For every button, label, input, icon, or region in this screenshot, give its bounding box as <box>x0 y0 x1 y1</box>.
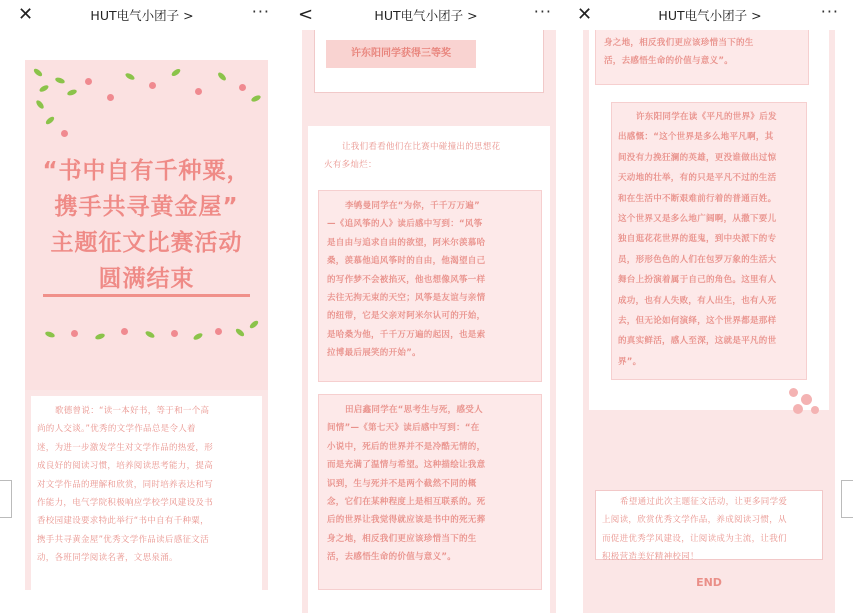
quote-line: 小说中，死后的世界并不是冷酷无情的， <box>327 441 486 452</box>
quote-line: 成功，也有人失败，有人出生，也有人死 <box>618 295 777 306</box>
flower-decoration <box>121 328 128 335</box>
closing-line: 而促进优秀学风建设，让阅读成为主流，让我们 <box>602 533 787 544</box>
right-edge-tab[interactable] <box>841 480 853 518</box>
top-bar <box>286 0 566 30</box>
closing-box <box>595 490 823 563</box>
quote-line: 是自由与追求自由的欲望，阿米尔羡慕哈 <box>327 237 486 248</box>
account-title[interactable]: HUT电气小团子 > <box>658 8 762 23</box>
intro-line: 迷，为进一步激发学生对文学作品的热爱，形 <box>37 442 214 453</box>
quote-line: 后的世界让我觉得就应该是书中的死无葬 <box>327 515 486 526</box>
more-icon[interactable]: ··· <box>533 2 552 21</box>
closing-line: 积极营造美好精神校园！ <box>602 552 699 563</box>
quote-line: 活，去感悟生命的价值与意义”。 <box>327 552 457 563</box>
intro-line: 成良好的阅读习惯，培养阅读思考能力，提高 <box>37 461 214 472</box>
content-section <box>302 120 556 613</box>
content-section <box>583 30 835 613</box>
quote-text <box>327 401 535 567</box>
end-label: END <box>696 576 722 589</box>
quote-line: 识到，生与死并不是两个截然不同的概 <box>327 478 477 489</box>
flower-decoration <box>801 394 812 405</box>
intro-line: 动，各班同学阅读名著，文思泉涌。 <box>37 553 178 564</box>
headline-line-4: 圆满结束 <box>98 266 195 292</box>
flower-decoration-cluster <box>783 384 827 424</box>
leaf-decoration <box>94 332 105 340</box>
flower-decoration <box>811 406 819 414</box>
flower-decoration <box>61 130 68 137</box>
quote-text <box>618 107 804 372</box>
account-title[interactable]: HUT电气小团子 > <box>374 8 478 23</box>
quote-line: 活，去感悟生命的价值与意义”。 <box>604 56 734 67</box>
article-panel-1 <box>0 0 284 613</box>
quote-line: 间没有力挽狂澜的英雄，更没谁做出过惊 <box>618 152 777 163</box>
leaf-decoration <box>45 115 56 125</box>
quote-card-2 <box>318 394 542 590</box>
headline-line-2: 携手共寻黄金屋” <box>54 194 239 220</box>
award-label: 许东阳同学获得三等奖 <box>326 40 476 68</box>
quote-card-3 <box>611 102 807 380</box>
lead-line: 让我们看看他们在比赛中碰撞出的思想花 <box>342 142 501 152</box>
flower-decoration <box>793 404 803 414</box>
quote-line: 念，它们在某种程度上是相互联系的。死 <box>327 497 486 508</box>
quote-line: 出感慨：“这个世界是多么地平凡啊，其 <box>618 132 774 143</box>
hero-banner <box>25 60 268 390</box>
article-panel-3 <box>567 0 853 613</box>
headline-line-1: “书中自有千种粟， <box>42 158 251 184</box>
quote-card-1 <box>318 190 542 382</box>
top-bar <box>567 0 853 30</box>
intro-line: 作能力，电气学院积极响应学校学风建设及书 <box>37 498 214 509</box>
closing-line: 希望通过此次主题征文活动，让更多同学爱 <box>620 497 788 507</box>
quote-line: 身之地，相反我们更应该珍惜当下的生 <box>327 533 477 544</box>
quote-line: 界”。 <box>618 356 642 367</box>
quote-line: 李鸲曼同学在“为你，千千万万遍” <box>345 201 480 211</box>
leaf-decoration <box>235 327 246 337</box>
quote-line: 独自逛花花世界的逛鬼，到中央派下的专 <box>618 234 777 245</box>
close-icon[interactable]: ✕ <box>577 4 593 25</box>
quote-line: 和在生活中不断艰难前行着的普通百姓。 <box>618 193 777 204</box>
quote-line: 舞台上扮演着属于自己的角色。这里有人 <box>618 275 777 286</box>
quote-line: 的真实鲜活，感人至深，这就是平凡的世 <box>618 336 777 347</box>
quote-line: 去，但无论如何演绎，这个世界都是那样 <box>618 316 777 327</box>
leaf-decoration <box>170 68 181 78</box>
intro-line: 尚的人交谈。”优秀的文学作品总是令人着 <box>37 424 196 435</box>
flower-decoration <box>171 330 178 337</box>
quote-text <box>327 197 535 363</box>
leaf-decoration <box>217 71 228 82</box>
lead-paragraph <box>324 138 544 175</box>
flower-decoration <box>789 388 798 397</box>
award-section <box>302 30 556 122</box>
headline-underline <box>43 294 250 297</box>
flower-decoration <box>107 94 114 101</box>
leaf-decoration <box>38 84 49 93</box>
intro-line: 歌德曾说：“读一本好书，等于和一个高 <box>55 406 210 416</box>
leaf-decoration <box>124 72 135 81</box>
quote-line: 桑，羡慕他追风筝时的自由，他渴望自己 <box>327 256 486 267</box>
back-icon[interactable]: < <box>298 4 314 25</box>
quote-line: 身之地，相反我们更应该珍惜当下的生 <box>604 38 754 48</box>
intro-line: 香校园建设要求特此举行“书中自有千种粟， <box>37 516 209 527</box>
close-icon[interactable]: ✕ <box>18 4 34 25</box>
leaf-decoration <box>33 67 44 77</box>
quote-line: 天动地的壮举，有的只是平凡不过的生活 <box>618 173 777 184</box>
quote-line: 而是充满了温情与希望。这种描绘让我意 <box>327 460 486 471</box>
intro-line: 携手共寻黄金屋”优秀文学作品读后感征文活 <box>37 534 209 545</box>
quote-line: 员，形形色色的人们在包罗万象的生活大 <box>618 254 777 265</box>
headline-line-3: 主题征文比赛活动 <box>50 230 243 256</box>
intro-box <box>25 390 268 590</box>
flower-decoration <box>195 88 202 95</box>
quote-line: 的写作梦不会被掐灭，他也想像风筝一样 <box>327 274 486 285</box>
account-title[interactable]: HUT电气小团子 > <box>90 8 194 23</box>
left-edge-tab[interactable] <box>0 480 12 518</box>
leaf-decoration <box>35 99 45 110</box>
quote-text <box>604 34 804 71</box>
quote-card-continued <box>595 30 809 85</box>
leaf-decoration <box>192 332 203 341</box>
quote-line: —《追风筝的人》读后感中写到：“风筝 <box>327 219 483 230</box>
top-bar <box>0 0 284 30</box>
quote-line: 间情”—《第七天》读后感中写到：“在 <box>327 423 480 434</box>
intro-line: 对文学作品的理解和欣赏，同时培养表达和写 <box>37 479 214 490</box>
quote-line: 的纽带，它是父亲对阿米尔认可的开始， <box>327 311 486 322</box>
more-icon[interactable]: ··· <box>251 2 270 21</box>
quote-line: 去往无拘无束的天空；风筝是友谊与亲情 <box>327 293 486 304</box>
quote-line: 这个世界又是多么地广阔啊，从撒下要儿 <box>618 214 777 225</box>
flower-decoration <box>215 328 222 335</box>
intro-paragraph <box>37 402 261 568</box>
leaf-decoration <box>44 330 55 338</box>
leaf-decoration <box>249 319 260 329</box>
leaf-decoration <box>66 88 77 96</box>
leaf-decoration <box>250 94 261 103</box>
quote-line: 田启鑫同学在“思考生与死，感受人 <box>345 405 483 415</box>
article-panel-2 <box>286 0 566 613</box>
more-icon[interactable]: ··· <box>820 2 839 21</box>
leaf-decoration <box>54 76 65 84</box>
flower-decoration <box>239 84 246 91</box>
closing-paragraph <box>602 493 818 567</box>
quote-line: 许东阳同学在读《平凡的世界》后发 <box>636 112 777 122</box>
flower-decoration <box>85 78 92 85</box>
lead-line: 火有多灿烂： <box>324 160 377 171</box>
leaf-decoration <box>144 330 155 339</box>
flower-decoration <box>149 82 156 89</box>
quote-line: 是哈桑为他，千千万万遍的起因，也是索 <box>327 329 486 340</box>
flower-decoration <box>71 330 78 337</box>
quote-line: 拉博最后展笑的开始”。 <box>327 348 421 359</box>
closing-line: 上阅读，欣赏优秀文学作品，养成阅读习惯，从 <box>602 515 787 526</box>
